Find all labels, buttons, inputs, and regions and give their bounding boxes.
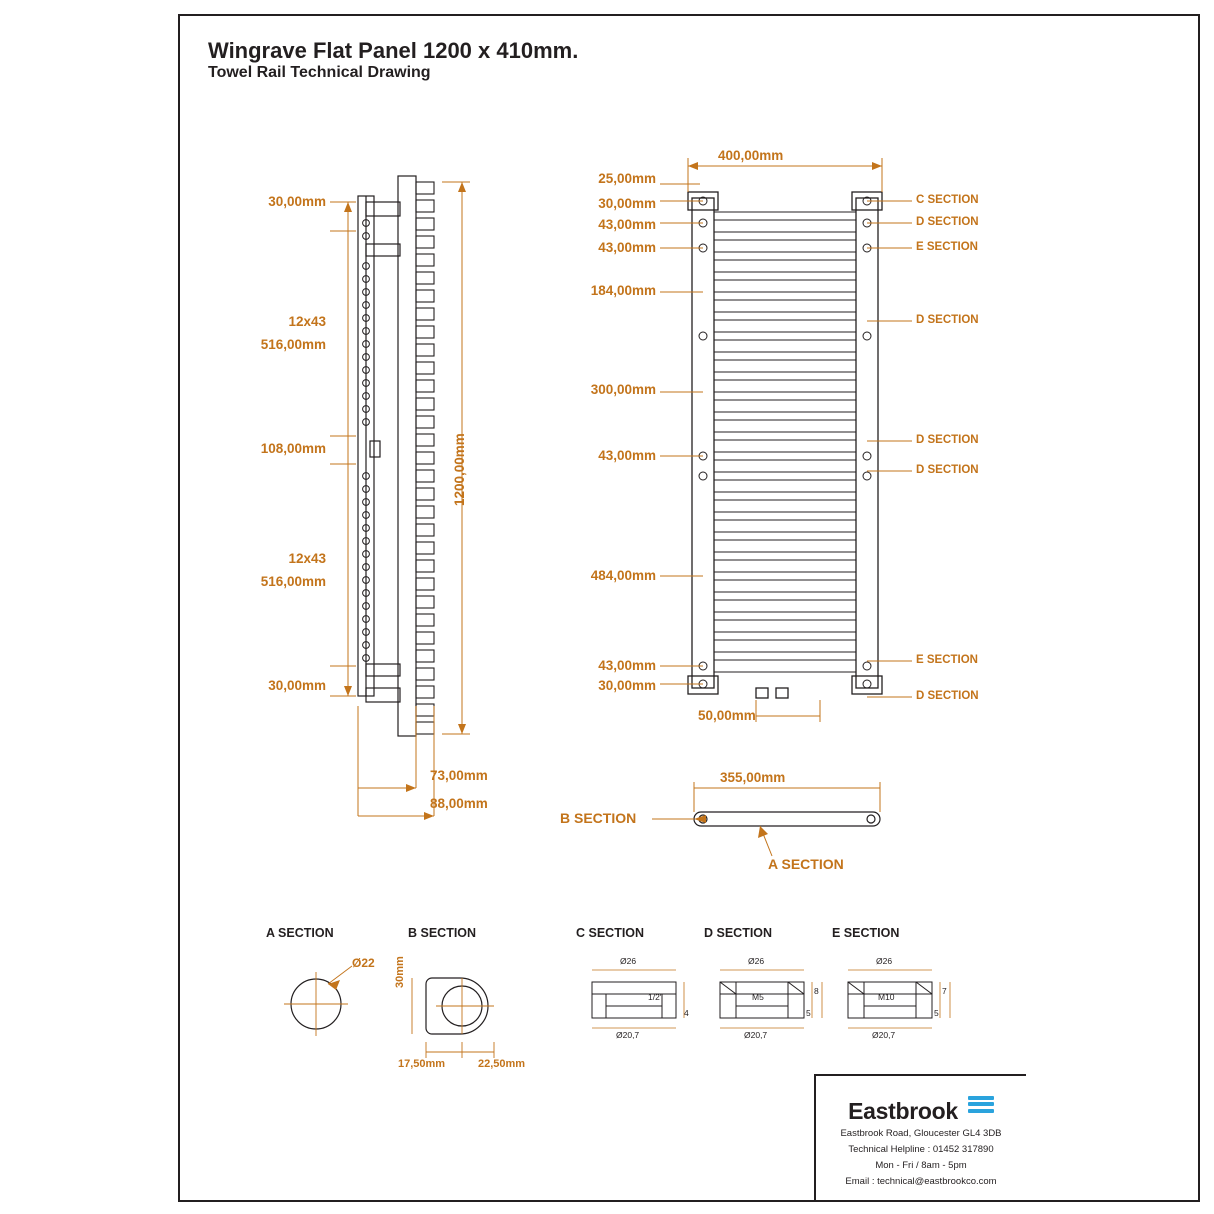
side-dim-top-gap: 30,00mm xyxy=(268,194,326,209)
footer-helpline: Technical Helpline : 01452 317890 xyxy=(848,1144,994,1155)
footer-hours: Mon - Fri / 8am - 5pm xyxy=(875,1160,967,1171)
side-dim-lower-pitch-count: 12x43 xyxy=(288,551,326,566)
section-b-title: B SECTION xyxy=(408,926,477,940)
front-dim-30: 30,00mm xyxy=(598,196,656,211)
front-dim-30b: 30,00mm xyxy=(598,678,656,693)
section-c-bottom-dia: Ø20,7 xyxy=(616,1030,640,1040)
section-e-graphics xyxy=(824,926,984,1066)
section-a xyxy=(260,926,410,1066)
section-a-diameter: Ø22 xyxy=(352,956,375,970)
section-e xyxy=(824,926,984,1076)
section-d-thread: M5 xyxy=(752,992,764,1002)
bar-dim-355: 355,00mm xyxy=(720,770,786,785)
section-b-dim1: 17,50mm xyxy=(398,1058,446,1070)
section-d-depth1: 8 xyxy=(814,986,819,996)
side-dim-overall-height: 1200,00mm xyxy=(452,433,467,506)
bar-label-a-section: A SECTION xyxy=(768,856,844,872)
section-b-dim2: 22,50mm xyxy=(478,1058,526,1070)
callout-d-section-5: D SECTION xyxy=(916,690,979,702)
front-dim-300: 300,00mm xyxy=(590,382,656,397)
section-a-graphics xyxy=(260,926,410,1056)
section-b-height: 30mm xyxy=(394,956,406,988)
section-c-title: C SECTION xyxy=(576,926,645,940)
section-e-depth1: 7 xyxy=(942,986,947,996)
section-d-bottom-dia: Ø20,7 xyxy=(744,1030,768,1040)
section-a-title: A SECTION xyxy=(266,926,334,940)
section-d-depth2: 5 xyxy=(806,1008,811,1018)
section-e-thread: M10 xyxy=(878,992,895,1002)
front-dim-484: 484,00mm xyxy=(590,568,656,583)
section-c-top-dia: Ø26 xyxy=(620,956,637,966)
side-dim-depth-88: 88,00mm xyxy=(430,796,488,811)
front-view-graphics xyxy=(560,16,1200,756)
section-d-title: D SECTION xyxy=(704,926,773,940)
footer-address: Eastbrook Road, Gloucester GL4 3DB xyxy=(840,1128,1002,1139)
side-dim-lower-pitch-total: 516,00mm xyxy=(260,574,326,589)
section-b xyxy=(394,926,578,1086)
callout-c-section-1: C SECTION xyxy=(916,194,979,206)
side-dim-upper-pitch-count: 12x43 xyxy=(288,314,326,329)
front-dim-25: 25,00mm xyxy=(598,171,656,186)
drawing-sheet xyxy=(178,14,1200,1202)
front-dim-43a: 43,00mm xyxy=(598,217,656,232)
front-dim-43b: 43,00mm xyxy=(598,240,656,255)
callout-e-section-2: E SECTION xyxy=(916,654,978,666)
front-dim-43d: 43,00mm xyxy=(598,658,656,673)
side-dim-depth-73: 73,00mm xyxy=(430,768,488,783)
side-dim-upper-pitch-total: 516,00mm xyxy=(260,337,326,352)
page-title: Wingrave Flat Panel 1200 x 410mm. xyxy=(208,38,579,63)
side-dim-middle-gap: 108,00mm xyxy=(260,441,326,456)
callout-d-section-3: D SECTION xyxy=(916,434,979,446)
bar-label-b-section: B SECTION xyxy=(560,810,637,826)
bar-view xyxy=(560,756,1120,886)
section-e-bottom-dia: Ø20,7 xyxy=(872,1030,896,1040)
section-c-thread: 1/2" xyxy=(648,992,663,1002)
callout-d-section-2: D SECTION xyxy=(916,314,979,326)
section-e-title: E SECTION xyxy=(832,926,900,940)
front-dim-184: 184,00mm xyxy=(590,283,656,298)
front-view xyxy=(560,16,1200,746)
section-e-top-dia: Ø26 xyxy=(876,956,893,966)
side-dim-bottom-gap: 30,00mm xyxy=(268,678,326,693)
section-b-graphics xyxy=(398,926,578,1076)
front-dim-overall-width: 400,00mm xyxy=(718,148,784,163)
eastbrook-logo-icon xyxy=(968,1096,994,1116)
section-e-depth2: 5 xyxy=(934,1008,939,1018)
front-dim-43c: 43,00mm xyxy=(598,448,656,463)
section-d-top-dia: Ø26 xyxy=(748,956,765,966)
section-c-depth: 4 xyxy=(684,1008,689,1018)
callout-e-section-1: E SECTION xyxy=(916,241,978,253)
footer-block xyxy=(814,1074,1026,1202)
page-subtitle: Towel Rail Technical Drawing xyxy=(208,64,431,81)
brand-name: Eastbrook xyxy=(848,1098,958,1124)
front-dim-foot-50: 50,00mm xyxy=(698,708,756,723)
footer-email: Email : technical@eastbrookco.com xyxy=(845,1176,997,1187)
callout-d-section-1: D SECTION xyxy=(916,216,979,228)
callout-d-section-4: D SECTION xyxy=(916,464,979,476)
